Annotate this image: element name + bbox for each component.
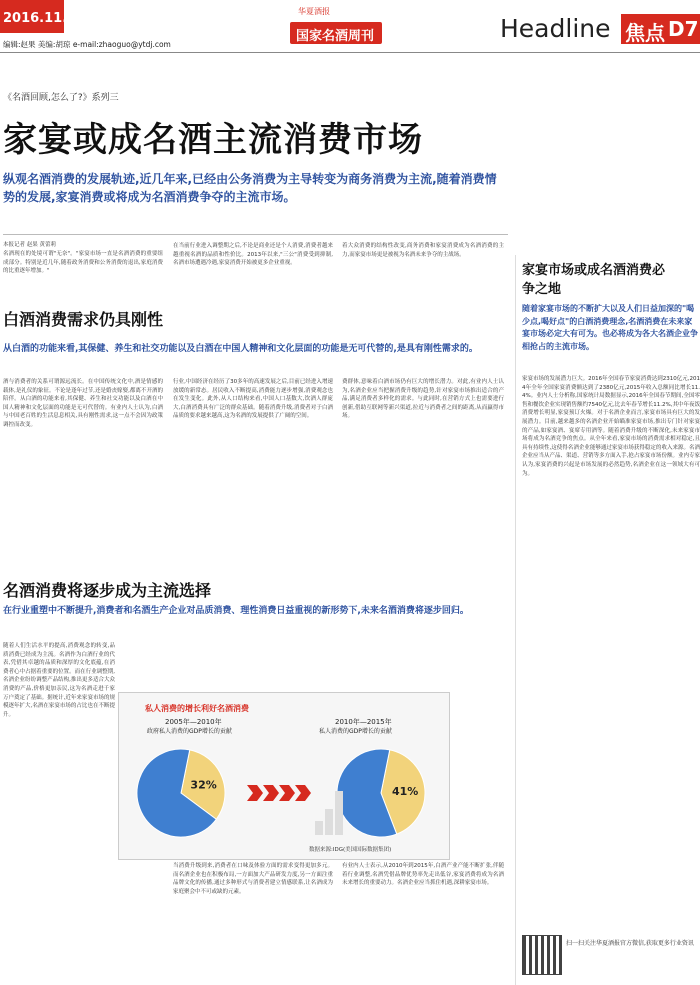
focus-label: 焦点 <box>625 21 665 45</box>
section1-col-2: 行业,中国经济在经历了30多年的高速发展之后,目前已经进入增速放缓的新常态。居民收入不断提高,消费能力逐步增强,消费观念也在发生变化。此外,从人口结构来看,中国人口基数大,饮酒人群庞大,白酒消费具有广泛的群众基础。随着消费升级,消费者对于白酒品质的要求越来越高,这为名酒的发展提供了广阔的空间。 <box>173 379 333 420</box>
pie-chart-panel <box>118 692 450 860</box>
section-heading-1: 白酒消费需求仍具刚性 <box>3 310 164 329</box>
growth-bar-1 <box>315 821 323 835</box>
page-header <box>0 0 700 52</box>
date-badge <box>0 0 86 33</box>
section-heading-2: 名酒消费将逐步成为主流选择 <box>3 581 212 600</box>
focus-badge <box>621 14 700 44</box>
section-name: 国家名酒周刊 <box>296 29 375 44</box>
section1-col-1: 酒与消费者的关系可谓源远流长。在中国传统文化中,酒是情感的载体,是礼仪的象征。不论是逢年过节,还是婚丧嫁娶,都离不开酒的陪伴。从白酒的功能来看,其保健、养生和社交功能以及白酒在中国人精神和文化层面的功能是无可代替的。有业内人士认为,白酒与中国老百姓的生活息息相关,具有刚性需求,这一点不会因为政策调控而改变。 <box>3 379 163 428</box>
lead-paragraph: 纵观名酒消费的发展轨迹,近几年来,已经由公务消费为主导转变为商务消费为主流,随着消费情势的发展,家宴消费或将成为名酒消费争夺的主流市场。 <box>3 172 497 204</box>
newspaper-brand: 华夏酒报 <box>298 7 330 16</box>
chart-title: 私人消费的增长利好名酒消费 <box>145 704 249 713</box>
section-lead-1: 从白酒的功能来看,其保健、养生和社交功能以及白酒在中国人精神和文化层面的功能是无可代替的,是具有刚性需求的。 <box>3 344 478 354</box>
pie-2-label: 41% <box>391 784 419 798</box>
byline: 本报记者 赵果 黄蕾莉 <box>3 242 56 248</box>
growth-bar-3 <box>335 791 343 835</box>
section-lead-2: 在行业重塑中不断提升,消费者和名酒生产企业对品质消费、理性消费日益重视的新形势下,未来名酒消费将逐步回归。 <box>3 606 469 616</box>
arrow-icon <box>279 785 295 801</box>
arrow-icon <box>295 785 311 801</box>
intro-col-1: 名酒现在的处境可谓"无奈"。"家宴市场一直是名酒消费的重要组成部分。特别是近几年,随着政务消费和公务消费的退出,家庭消费的比重逐年增加。" <box>3 251 163 275</box>
issue-date: 2016.11.22 <box>3 11 86 26</box>
qr-code[interactable] <box>522 935 562 975</box>
intro-col-2: 在当前行业进入调整期之后,不论是商业还是个人消费,消费者越来越重视名酒的品质和性价比。2013年以来,"三公"消费受到抑制,名酒市场遭遇冷遇,家宴消费开始被更多企业重视。 <box>173 243 333 267</box>
intro-col-3: 着大众消费的结构性改变,商务消费和家宴消费成为名酒消费的主力,而家宴市场更是被视为名酒未来争夺的主战场。 <box>342 243 504 258</box>
section1-col-3: 费群体,意味着白酒市场仍有巨大的增长潜力。对此,有业内人士认为,名酒企业应当把握消费升级的趋势,针对家宴市场推出适合的产品,满足消费者多样化的需求。与此同时,在营销方式上也需要进行创新,借助互联网等新兴渠道,拉近与消费者之间的距离,从而赢得市场。 <box>342 379 504 420</box>
editor-line: 编辑:赵果 美编:胡琼 e-mail:zhaoguo@ytdj.com <box>3 40 171 49</box>
section2-col-2: 当消费升级到来,消费者在口味及体验方面的需求变得更加多元。而名酒企业也在积极布局,一方面加大产品研发力度,另一方面注重品牌文化的传播,通过多种形式与消费者建立情感联系,让名酒成为家庭聚会中不可或缺的元素。 <box>173 863 333 895</box>
chart-period-1: 2005年—2010年 <box>165 718 222 726</box>
section-name-badge <box>290 22 382 44</box>
arrow-icon <box>263 785 279 801</box>
sidebar-title: 家宴市场或成名酒消费必争之地 <box>522 263 666 297</box>
series-label: 《名酒回顾,怎么了?》系列三 <box>3 93 119 103</box>
sidebar <box>515 255 700 985</box>
page-number: D7 <box>668 17 699 41</box>
sidebar-footer: 扫一扫关注华夏酒报官方微信,获取更多行业资讯 <box>566 940 694 947</box>
arrow-icon <box>247 785 263 801</box>
chart-caption-1: 政府私人消费的GDP增长的贡献 <box>147 728 232 735</box>
chart-source: 数据来源:IDG(美国国际数据集团) <box>309 847 392 853</box>
chart-period-2: 2010年—2015年 <box>335 718 392 726</box>
headline-label: Headline <box>500 14 611 43</box>
growth-bar-2 <box>325 809 333 835</box>
pie-1-label: 32% <box>190 778 217 792</box>
page-title: 家宴或成名酒主流消费市场 <box>3 120 423 160</box>
section2-col-1: 随着人们生活水平的提高,消费观念的转变,品质消费已经成为主流。名酒作为白酒行业的代表,凭借其卓越的品质和深厚的文化底蕴,在消费者心中占据着重要的位置。而在行业调整期,名酒企业纷纷调整产品结构,推出更多适合大众消费的产品,价格更加亲民,这为名酒走进千家万户奠定了基础。据统计,近年来家宴市场的规模逐年扩大,名酒在家宴市场的占比也在不断提升。 <box>3 643 115 718</box>
sidebar-lead: 随着家宴市场的不断扩大以及人们日益加深的"喝少点,喝好点"的白酒消费理念,名酒消费在未来家宴市场必定大有可为。也必将成为各大名酒企业争相抢占的主流市场。 <box>522 304 698 351</box>
sidebar-body: 家宴市场的发展潜力巨大。2016年全国春节家宴消费达到2310亿元,2014年全年全国家宴消费额达到了2380亿元,2015年收入总额同比增长11.4%。业内人士分析称,国家统计局数据显示,2016年全国春节期间,全国零售和餐饮企业实现销售额约7540亿元,比去年春节增长11.2%,其中年夜饭消费增长明显,家宴预订火爆。对于名酒企业而言,家宴市场具有巨大的发展潜力。目前,越来越多的名酒企业开始瞄准家宴市场,推出专门针对家宴的产品,如家宴酒、宴席专用酒等。随着消费升级的不断深化,未来家宴市场将成为名酒竞争的焦点。从全年来看,家宴市场的消费需求相对稳定,且具有持续性,这使得名酒企业能够通过家宴市场获得稳定的收入来源。名酒企业应当从产品、渠道、营销等多方面入手,抢占家宴市场份额。业内专家认为,家宴消费的兴起是市场发展的必然趋势,名酒企业在这一领域大有可为。 <box>522 376 700 477</box>
section2-col-3: 有业内人士表示,从2010年到2015年,白酒产业产能不断扩张,伴随着行业调整,名酒凭借品牌优势率先走出低谷,家宴消费将成为名酒未来增长的重要动力。名酒企业应当抓住机遇,深耕家宴市场。 <box>342 863 504 887</box>
chart-caption-2: 私人消费的GDP增长的贡献 <box>319 728 392 735</box>
